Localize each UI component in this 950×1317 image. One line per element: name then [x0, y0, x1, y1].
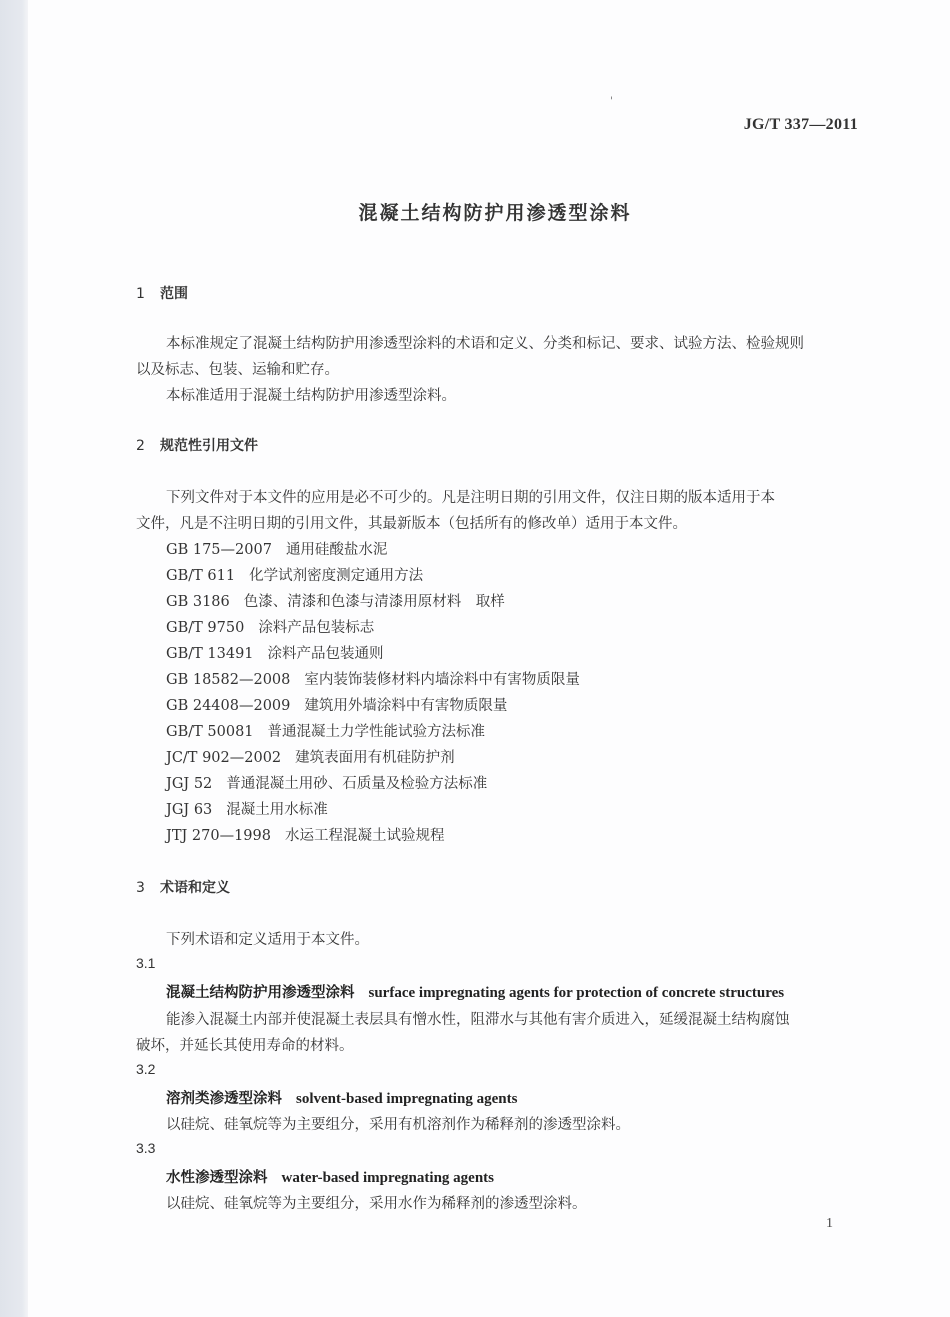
reference-item	[166, 720, 485, 741]
term-heading	[166, 1087, 517, 1108]
section-2-heading	[136, 435, 258, 455]
document-title: 混凝土结构防护用渗透型涂料	[358, 202, 632, 224]
reference-item	[166, 772, 487, 793]
section-title: 规范性引用文件	[160, 438, 258, 454]
page-number: 1	[826, 1216, 833, 1231]
paragraph-line: 文件，凡是不注明日期的引用文件，其最新版本（包括所有的修改单）适用于本文件。	[136, 516, 687, 532]
reference-title: 建筑用外墙涂料中有害物质限量	[304, 698, 508, 714]
term-english: surface impregnating agents for protection of concrete structures	[368, 985, 785, 1001]
definition-line: 能渗入混凝土内部并使混凝土表层具有憎水性，阻滞水与其他有害介质进入，延缓混凝土结构腐蚀	[166, 1012, 790, 1028]
reference-code: JTJ 270—1998	[166, 828, 271, 844]
reference-code: GB 18582—2008	[166, 672, 291, 688]
reference-title: 水运工程混凝土试验规程	[284, 828, 445, 844]
term-english: water-based impregnating agents	[281, 1170, 494, 1186]
section-1-heading	[136, 283, 188, 303]
section-title: 术语和定义	[160, 880, 230, 896]
reference-title: 化学试剂密度测定通用方法	[249, 568, 424, 584]
reference-item	[166, 824, 444, 845]
term-number: 3.1	[136, 955, 156, 971]
reference-item	[166, 694, 507, 715]
reference-item	[166, 564, 423, 585]
reference-title: 建筑表面用有机硅防护剂	[295, 750, 455, 766]
paragraph-line: 本标准适用于混凝土结构防护用渗透型涂料。	[166, 388, 456, 404]
reference-code: GB/T 611	[166, 568, 236, 584]
paragraph-line: 下列术语和定义适用于本文件。	[166, 932, 369, 948]
reference-item	[166, 538, 387, 559]
reference-code: JC/T 902—2002	[166, 750, 282, 766]
definition-line: 以硅烷、硅氧烷等为主要组分，采用水作为稀释剂的渗透型涂料。	[166, 1196, 587, 1212]
scan-speck: '	[610, 96, 613, 107]
section-number: 2	[136, 438, 145, 454]
reference-title: 色漆、清漆和色漆与清漆用原材料 取样	[243, 594, 505, 610]
term-chinese: 水性渗透型涂料	[166, 1169, 268, 1186]
term-number: 3.2	[136, 1061, 156, 1077]
section-number: 3	[136, 880, 145, 896]
reference-title: 普通混凝土力学性能试验方法标准	[267, 724, 486, 740]
reference-title: 普通混凝土用砂、石质量及检验方法标准	[226, 776, 488, 792]
section-title: 范围	[160, 286, 188, 302]
paragraph-line: 本标准规定了混凝土结构防护用渗透型涂料的术语和定义、分类和标记、要求、试验方法、检验规则	[166, 336, 804, 352]
term-number: 3.3	[136, 1140, 156, 1156]
reference-title: 涂料产品包装通则	[267, 646, 384, 662]
reference-code: GB/T 9750	[166, 620, 245, 636]
reference-code: GB/T 50081	[166, 724, 254, 740]
definition-line: 破坏，并延长其使用寿命的材料。	[136, 1038, 354, 1054]
section-3-heading	[136, 877, 230, 897]
reference-item	[166, 798, 328, 819]
reference-code: JGJ 63	[166, 802, 213, 818]
reference-code: GB 175—2007	[166, 542, 272, 558]
reference-title: 涂料产品包装标志	[258, 620, 375, 636]
term-chinese: 溶剂类渗透型涂料	[166, 1090, 282, 1107]
reference-item	[166, 746, 455, 767]
reference-title: 混凝土用水标准	[226, 802, 328, 818]
reference-code: GB 24408—2009	[166, 698, 291, 714]
term-heading	[166, 1166, 494, 1187]
term-chinese: 混凝土结构防护用渗透型涂料	[166, 984, 355, 1001]
reference-code: JGJ 52	[166, 776, 213, 792]
reference-code: GB 3186	[166, 594, 230, 610]
reference-title: 室内装饰装修材料内墙涂料中有害物质限量	[304, 672, 580, 688]
paragraph-line: 下列文件对于本文件的应用是必不可少的。凡是注明日期的引用文件，仅注日期的版本适用于本	[166, 490, 775, 506]
reference-code: GB/T 13491	[166, 646, 254, 662]
standard-code: JG/T 337—2011	[743, 116, 858, 133]
paragraph-line: 以及标志、包装、运输和贮存。	[136, 362, 339, 378]
reference-item	[166, 668, 580, 689]
section-number: 1	[136, 286, 145, 302]
reference-item	[166, 616, 374, 637]
reference-title: 通用硅酸盐水泥	[285, 542, 388, 558]
term-english: solvent-based impregnating agents	[296, 1091, 518, 1107]
definition-line: 以硅烷、硅氧烷等为主要组分，采用有机溶剂作为稀释剂的渗透型涂料。	[166, 1117, 630, 1133]
reference-item	[166, 642, 384, 663]
term-heading	[166, 981, 784, 1002]
reference-item	[166, 590, 505, 611]
